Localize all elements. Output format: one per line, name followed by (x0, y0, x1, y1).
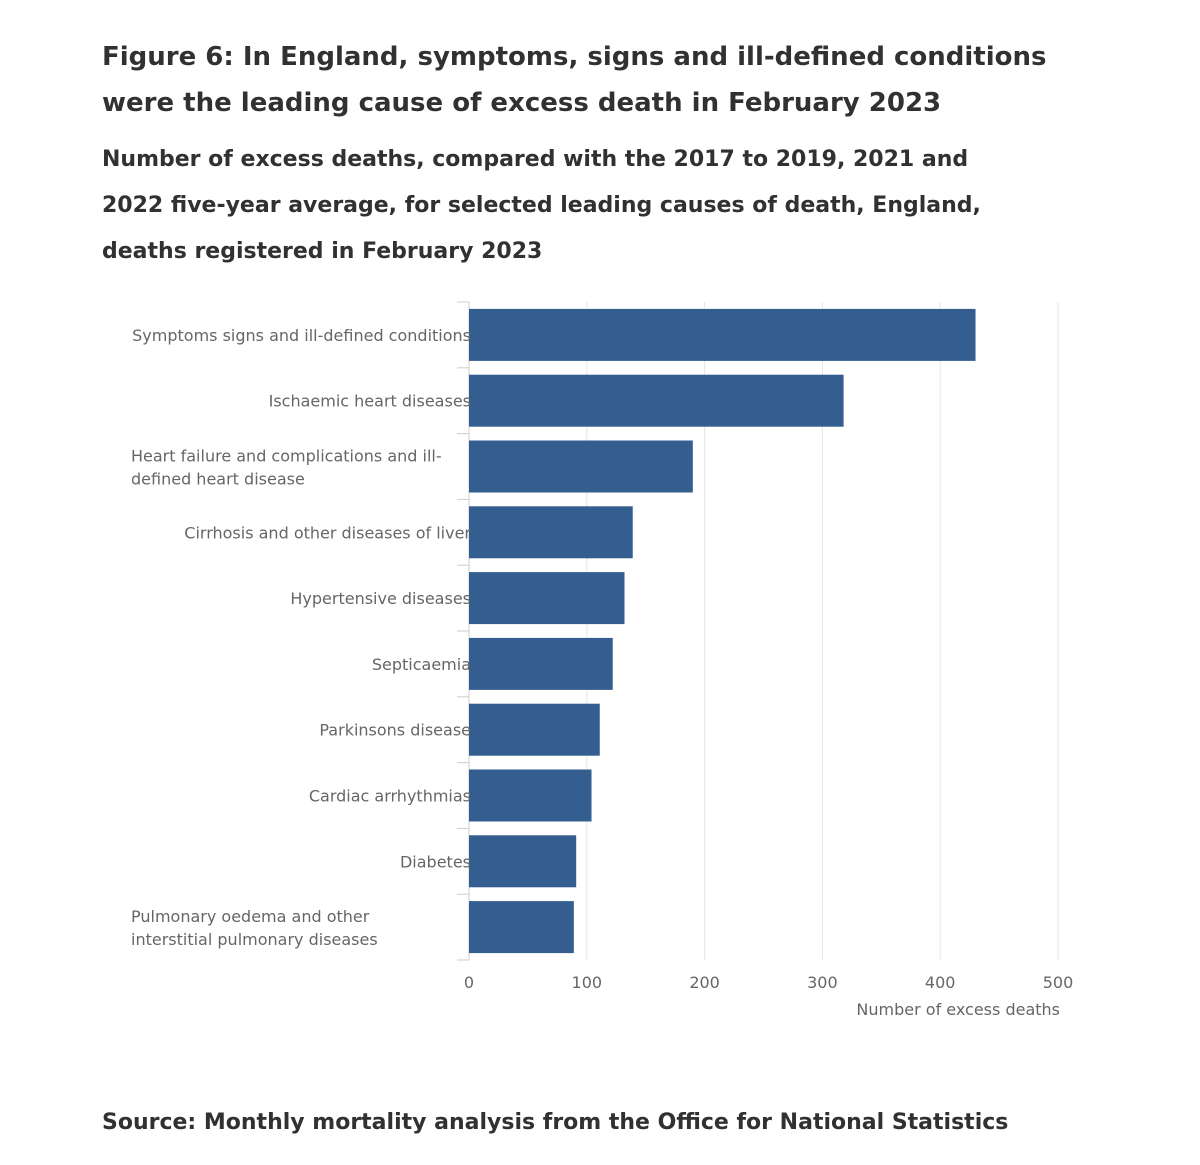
bar-7 (469, 704, 600, 756)
category-label: Symptoms signs and ill-defined conditions (132, 325, 471, 345)
category-label: Septicaemia (371, 654, 471, 674)
bar-4 (469, 506, 633, 558)
category-label: Cardiac arrhythmias (308, 786, 471, 806)
x-axis-title: Number of excess deaths (856, 1000, 1060, 1019)
category-label: interstitial pulmonary diseases (131, 930, 378, 950)
source-note: Source: Monthly mortality analysis from the Office for National Statistics (102, 1110, 1009, 1135)
bar-1 (469, 309, 976, 361)
bar-9 (469, 835, 576, 887)
category-label: Diabetes (399, 852, 471, 872)
x-tick-label: 400 (924, 973, 956, 992)
bar-3 (469, 441, 693, 493)
x-tick-label: 100 (571, 973, 603, 992)
chart-subtitle: Number of excess deaths, compared with the 2017 to 2019, 2021 and 2022 five-year average, for selected leading causes of death, England, deaths registered in February 2023 (102, 147, 981, 264)
category-label: Hypertensive diseases (290, 589, 471, 609)
category-label: Parkinsons disease (319, 720, 471, 740)
category-label: Heart failure and complications and ill- (131, 446, 442, 466)
bar-10 (469, 901, 574, 953)
bar-2 (469, 375, 844, 427)
bar-5 (469, 572, 624, 624)
chart-title: Figure 6: In England, symptoms, signs and ill-defined conditions were the leading cause of excess death in February 2023 (102, 42, 1047, 118)
x-tick-label: 500 (1042, 973, 1074, 992)
x-tick-label: 0 (463, 973, 475, 992)
x-tick-label: 300 (807, 973, 838, 992)
x-tick-label: 200 (689, 973, 720, 992)
bar-6 (469, 638, 613, 690)
category-label: defined heart disease (131, 469, 305, 489)
category-label: Cirrhosis and other diseases of liver (184, 523, 471, 543)
bar-8 (469, 770, 592, 822)
category-label: Ischaemic heart diseases (268, 391, 471, 411)
category-label: Pulmonary oedema and other (131, 907, 370, 927)
